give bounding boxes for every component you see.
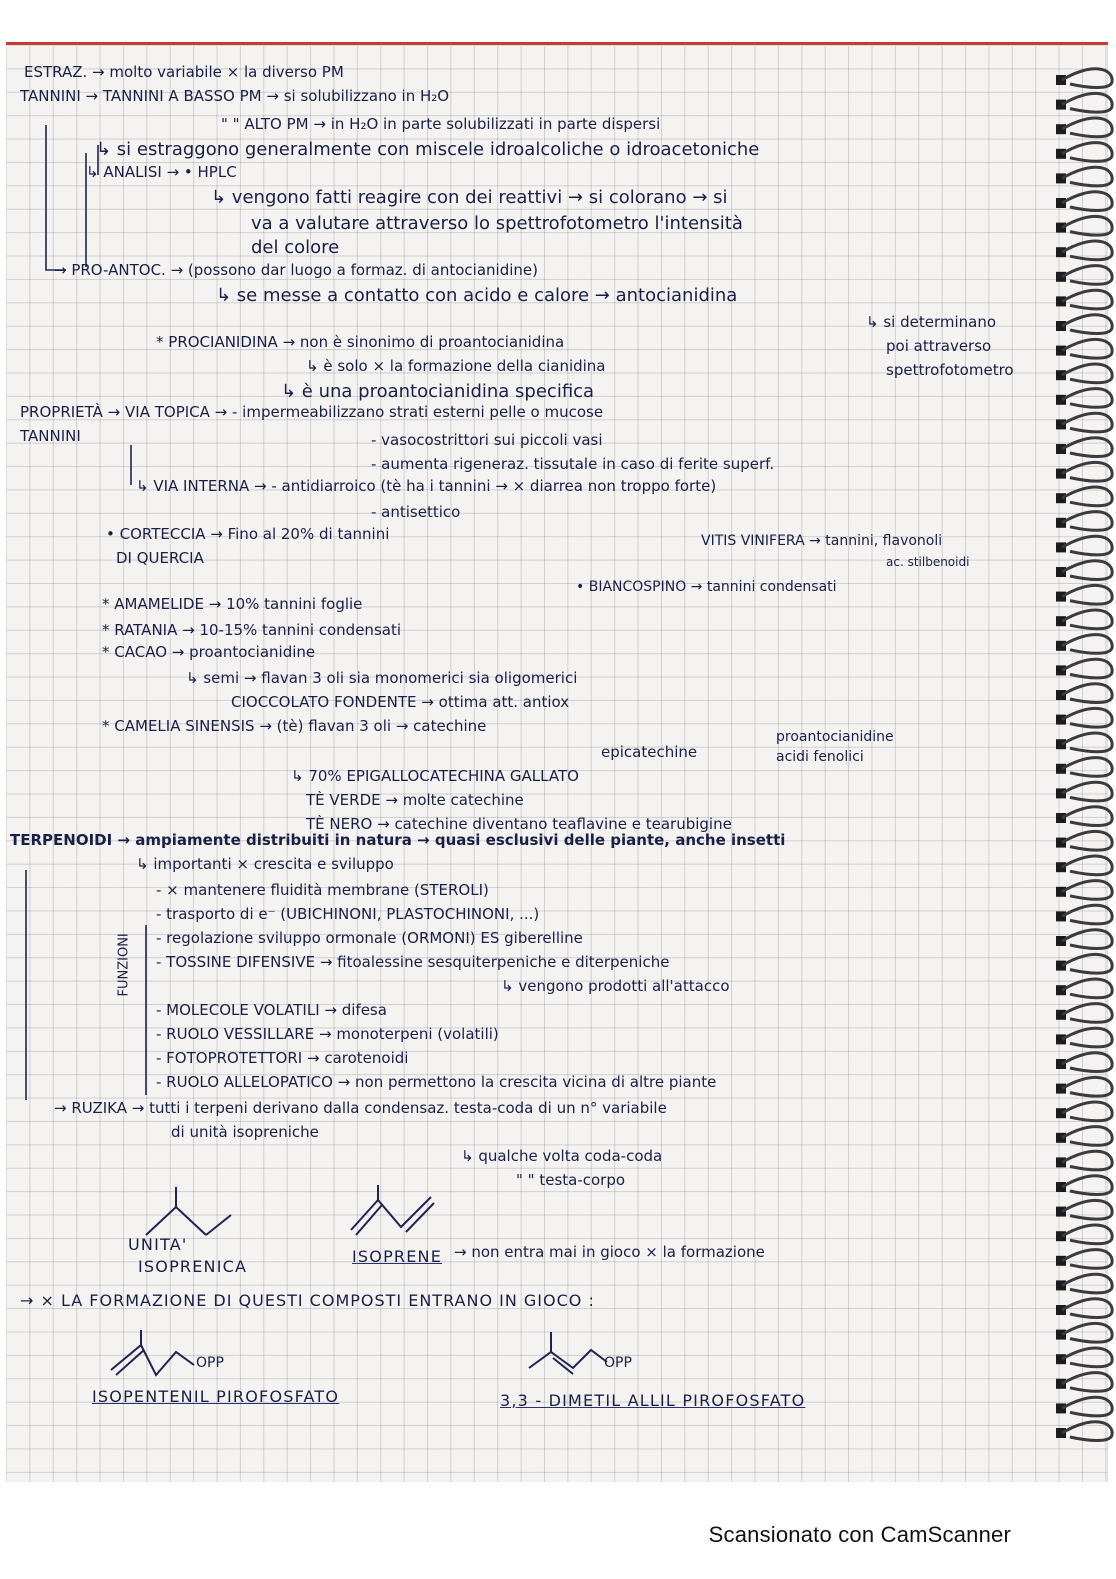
spiral-ring bbox=[1062, 782, 1112, 801]
isopentenyl-label: ISOPENTENIL PIROFOSFATO bbox=[92, 1387, 340, 1406]
spiral-ring bbox=[1062, 659, 1112, 678]
spiral-ring bbox=[1062, 69, 1112, 88]
spiral-ring bbox=[1062, 1225, 1112, 1244]
spiral-ring bbox=[1062, 807, 1112, 826]
isopentenyl-pyrophosphate-structure bbox=[106, 1330, 206, 1390]
spiral-ring bbox=[1062, 167, 1112, 186]
spiral-ring bbox=[1062, 585, 1112, 604]
spiral-ring bbox=[1062, 1077, 1112, 1096]
note-line: ↳ 70% EPIGALLOCATECHINA GALLATO bbox=[291, 767, 579, 785]
spiral-ring bbox=[1062, 462, 1112, 481]
spiral-ring bbox=[1062, 1127, 1112, 1146]
note-line: PROPRIETÀ → VIA TOPICA → - impermeabilizzano strati esterni pelle o mucose bbox=[20, 403, 604, 421]
spiral-ring bbox=[1062, 487, 1112, 506]
note-line: ↳ si estraggono generalmente con miscele idroalcoliche o idroacetoniche bbox=[96, 139, 760, 160]
spiral-ring bbox=[1062, 192, 1112, 211]
note-line: DI QUERCIA bbox=[116, 549, 204, 567]
spiral-ring bbox=[1062, 1200, 1112, 1219]
note-line: spettrofotometro bbox=[886, 361, 1014, 379]
note-line: - trasporto di e⁻ (UBICHINONI, PLASTOCHINONI, ...) bbox=[156, 905, 540, 923]
spiral-ring bbox=[1062, 561, 1112, 580]
note-line: - RUOLO ALLELOPATICO → non permettono la crescita vicina di altre piante bbox=[156, 1073, 717, 1091]
note-line: * RATANIA → 10-15% tannini condensati bbox=[102, 621, 401, 639]
scanner-credit: Scansionato con CamScanner bbox=[708, 1522, 1011, 1547]
spiral-ring bbox=[1062, 684, 1112, 703]
spiral-ring bbox=[1062, 979, 1112, 998]
spiral-ring bbox=[1062, 1053, 1112, 1072]
note-line: proantocianidine bbox=[776, 729, 894, 745]
note-line: - × mantenere fluidità membrane (STEROLI) bbox=[156, 881, 489, 899]
spiral-ring bbox=[1062, 758, 1112, 777]
spiral-ring bbox=[1062, 1323, 1112, 1342]
spiral-ring bbox=[1062, 708, 1112, 727]
note-line: ↳ vengono fatti reagire con dei reattivi → si colorano → si bbox=[211, 187, 728, 208]
spiral-ring bbox=[1062, 1299, 1112, 1318]
spiral-ring bbox=[1062, 266, 1112, 285]
spiral-ring bbox=[1062, 438, 1112, 457]
spiral-ring bbox=[1062, 339, 1112, 358]
spiral-ring bbox=[1062, 389, 1112, 408]
spiral-ring bbox=[1062, 216, 1112, 235]
note-line: - MOLECOLE VOLATILI → difesa bbox=[156, 1001, 387, 1019]
spiral-ring bbox=[1062, 315, 1112, 334]
note-line: → RUZIKA → tutti i terpeni derivano dalla condensaz. testa-coda di un n° variabile bbox=[54, 1099, 667, 1117]
note-line: di unità isopreniche bbox=[171, 1123, 319, 1141]
notebook-page bbox=[6, 42, 1108, 1485]
note-line: ↳ qualche volta coda-coda bbox=[461, 1147, 663, 1165]
spiral-ring bbox=[1062, 536, 1112, 555]
spiral-ring bbox=[1062, 1004, 1112, 1023]
note-line: * PROCIANIDINA → non è sinonimo di proantocianidina bbox=[156, 333, 565, 351]
note-line: - antisettico bbox=[371, 503, 461, 521]
note-line: - FOTOPROTETTORI → carotenoidi bbox=[156, 1049, 409, 1067]
spiral-ring bbox=[1062, 290, 1112, 309]
spiral-ring bbox=[1062, 1422, 1112, 1441]
note-line: ↳ vengono prodotti all'attacco bbox=[501, 977, 730, 995]
note-line: * AMAMELIDE → 10% tannini foglie bbox=[102, 595, 363, 613]
spiral-ring bbox=[1062, 831, 1112, 850]
note-line: → PRO-ANTOC. → (possono dar luogo a formaz. di antocianidine) bbox=[54, 261, 538, 279]
spiral-ring bbox=[1062, 733, 1112, 752]
opp-label: OPP bbox=[196, 1355, 224, 1371]
spiral-ring bbox=[1062, 1397, 1112, 1416]
note-line: - regolazione sviluppo ormonale (ORMONI) ES giberelline bbox=[156, 929, 583, 947]
note-line: TERPENOIDI → ampiamente distribuiti in natura → quasi esclusivi delle piante, anche insetti bbox=[10, 831, 786, 849]
scan-top-margin bbox=[0, 0, 1116, 42]
note-line: → non entra mai in gioco × la formazione bbox=[454, 1243, 765, 1261]
note-line: TANNINI bbox=[20, 427, 81, 445]
note-line: - vasocostrittori sui piccoli vasi bbox=[371, 431, 603, 449]
spiral-ring bbox=[1062, 364, 1112, 383]
spiral-ring bbox=[1062, 930, 1112, 949]
spiral-ring bbox=[1062, 881, 1112, 900]
spiral-ring bbox=[1062, 413, 1112, 432]
note-line: * CAMELIA SINENSIS → (tè) flavan 3 oli → catechine bbox=[102, 717, 487, 735]
note-line: • CORTECCIA → Fino al 20% di tannini bbox=[106, 525, 390, 543]
note-line: TÈ NERO → catechine diventano teaflavine e tearubigine bbox=[306, 815, 732, 833]
spiral-ring bbox=[1062, 1176, 1112, 1195]
isoprene-label: ISOPRENE bbox=[352, 1247, 443, 1266]
note-line: epicatechine bbox=[601, 743, 698, 761]
note-line: ↳ è una proantocianidina specifica bbox=[281, 381, 595, 402]
note-line: ↳ ANALISI → • HPLC bbox=[86, 163, 237, 181]
note-line: ↳ semi → flavan 3 oli sia monomerici sia oligomerici bbox=[186, 669, 578, 687]
note-line: - RUOLO VESSILLARE → monoterpeni (volatili) bbox=[156, 1025, 499, 1043]
note-line: VITIS VINIFERA → tannini, flavonoli bbox=[701, 533, 943, 549]
note-line: poi attraverso bbox=[886, 337, 992, 355]
note-line: • BIANCOSPINO → tannini condensati bbox=[576, 579, 837, 595]
note-line: ↳ importanti × crescita e sviluppo bbox=[136, 855, 394, 873]
note-line: acidi fenolici bbox=[776, 749, 864, 765]
spiral-ring bbox=[1062, 1028, 1112, 1047]
note-line: ↳ è solo × la formazione della cianidina bbox=[306, 357, 606, 375]
note-line: del colore bbox=[251, 237, 340, 258]
dimethylallyl-label: 3,3 - DIMETIL ALLIL PIROFOSFATO bbox=[500, 1391, 806, 1410]
spiral-ring bbox=[1062, 1102, 1112, 1121]
spiral-ring bbox=[1062, 635, 1112, 654]
spiral-ring bbox=[1062, 1348, 1112, 1367]
isoprene-structure bbox=[346, 1185, 456, 1245]
spiral-ring bbox=[1062, 856, 1112, 875]
spiral-binding bbox=[1052, 60, 1116, 1470]
note-line: " " ALTO PM → in H₂O in parte solubilizzati in parte dispersi bbox=[221, 115, 661, 133]
note-line: → × LA FORMAZIONE DI QUESTI COMPOSTI ENTRANO IN GIOCO : bbox=[20, 1291, 595, 1310]
opp-label-2: OPP bbox=[604, 1355, 632, 1371]
spiral-ring bbox=[1062, 905, 1112, 924]
spiral-ring bbox=[1062, 1274, 1112, 1293]
spiral-ring bbox=[1062, 954, 1112, 973]
note-line: - aumenta rigeneraz. tissutale in caso di ferite superf. bbox=[371, 455, 775, 473]
spiral-ring bbox=[1062, 1373, 1112, 1392]
note-line: * CACAO → proantocianidine bbox=[102, 643, 316, 661]
isoprenic-unit-label-1: UNITA' bbox=[128, 1235, 188, 1254]
note-line: va a valutare attraverso lo spettrofotometro l'intensità bbox=[251, 213, 743, 234]
note-line: ↳ VIA INTERNA → - antidiarroico (tè ha i tannini → × diarrea non troppo forte) bbox=[136, 477, 717, 495]
spiral-ring bbox=[1062, 118, 1112, 137]
note-line: " " testa-corpo bbox=[516, 1171, 626, 1189]
spiral-ring bbox=[1062, 93, 1112, 112]
note-line: ↳ si determinano bbox=[866, 313, 997, 331]
note-line: FUNZIONI bbox=[116, 933, 132, 997]
spiral-ring bbox=[1062, 1151, 1112, 1170]
scan-footer bbox=[0, 1482, 1116, 1579]
spiral-ring bbox=[1062, 1250, 1112, 1269]
note-line: - TOSSINE DIFENSIVE → fitoalessine sesquiterpeniche e diterpeniche bbox=[156, 953, 670, 971]
isoprenic-unit-label-2: ISOPRENICA bbox=[138, 1257, 248, 1276]
spiral-ring bbox=[1062, 143, 1112, 162]
spiral-ring bbox=[1062, 610, 1112, 629]
spiral-ring bbox=[1062, 512, 1112, 531]
note-line: TÈ VERDE → molte catechine bbox=[306, 791, 524, 809]
note-line: ESTRAZ. → molto variabile × la diverso PM bbox=[24, 63, 344, 81]
note-line: CIOCCOLATO FONDENTE → ottima att. antiox bbox=[231, 693, 570, 711]
note-line: ↳ se messe a contatto con acido e calore → antocianidina bbox=[216, 285, 738, 306]
spiral-ring bbox=[1062, 241, 1112, 260]
note-line: TANNINI → TANNINI A BASSO PM → si solubilizzano in H₂O bbox=[20, 87, 450, 105]
note-line: ac. stilbenoidi bbox=[886, 555, 970, 569]
